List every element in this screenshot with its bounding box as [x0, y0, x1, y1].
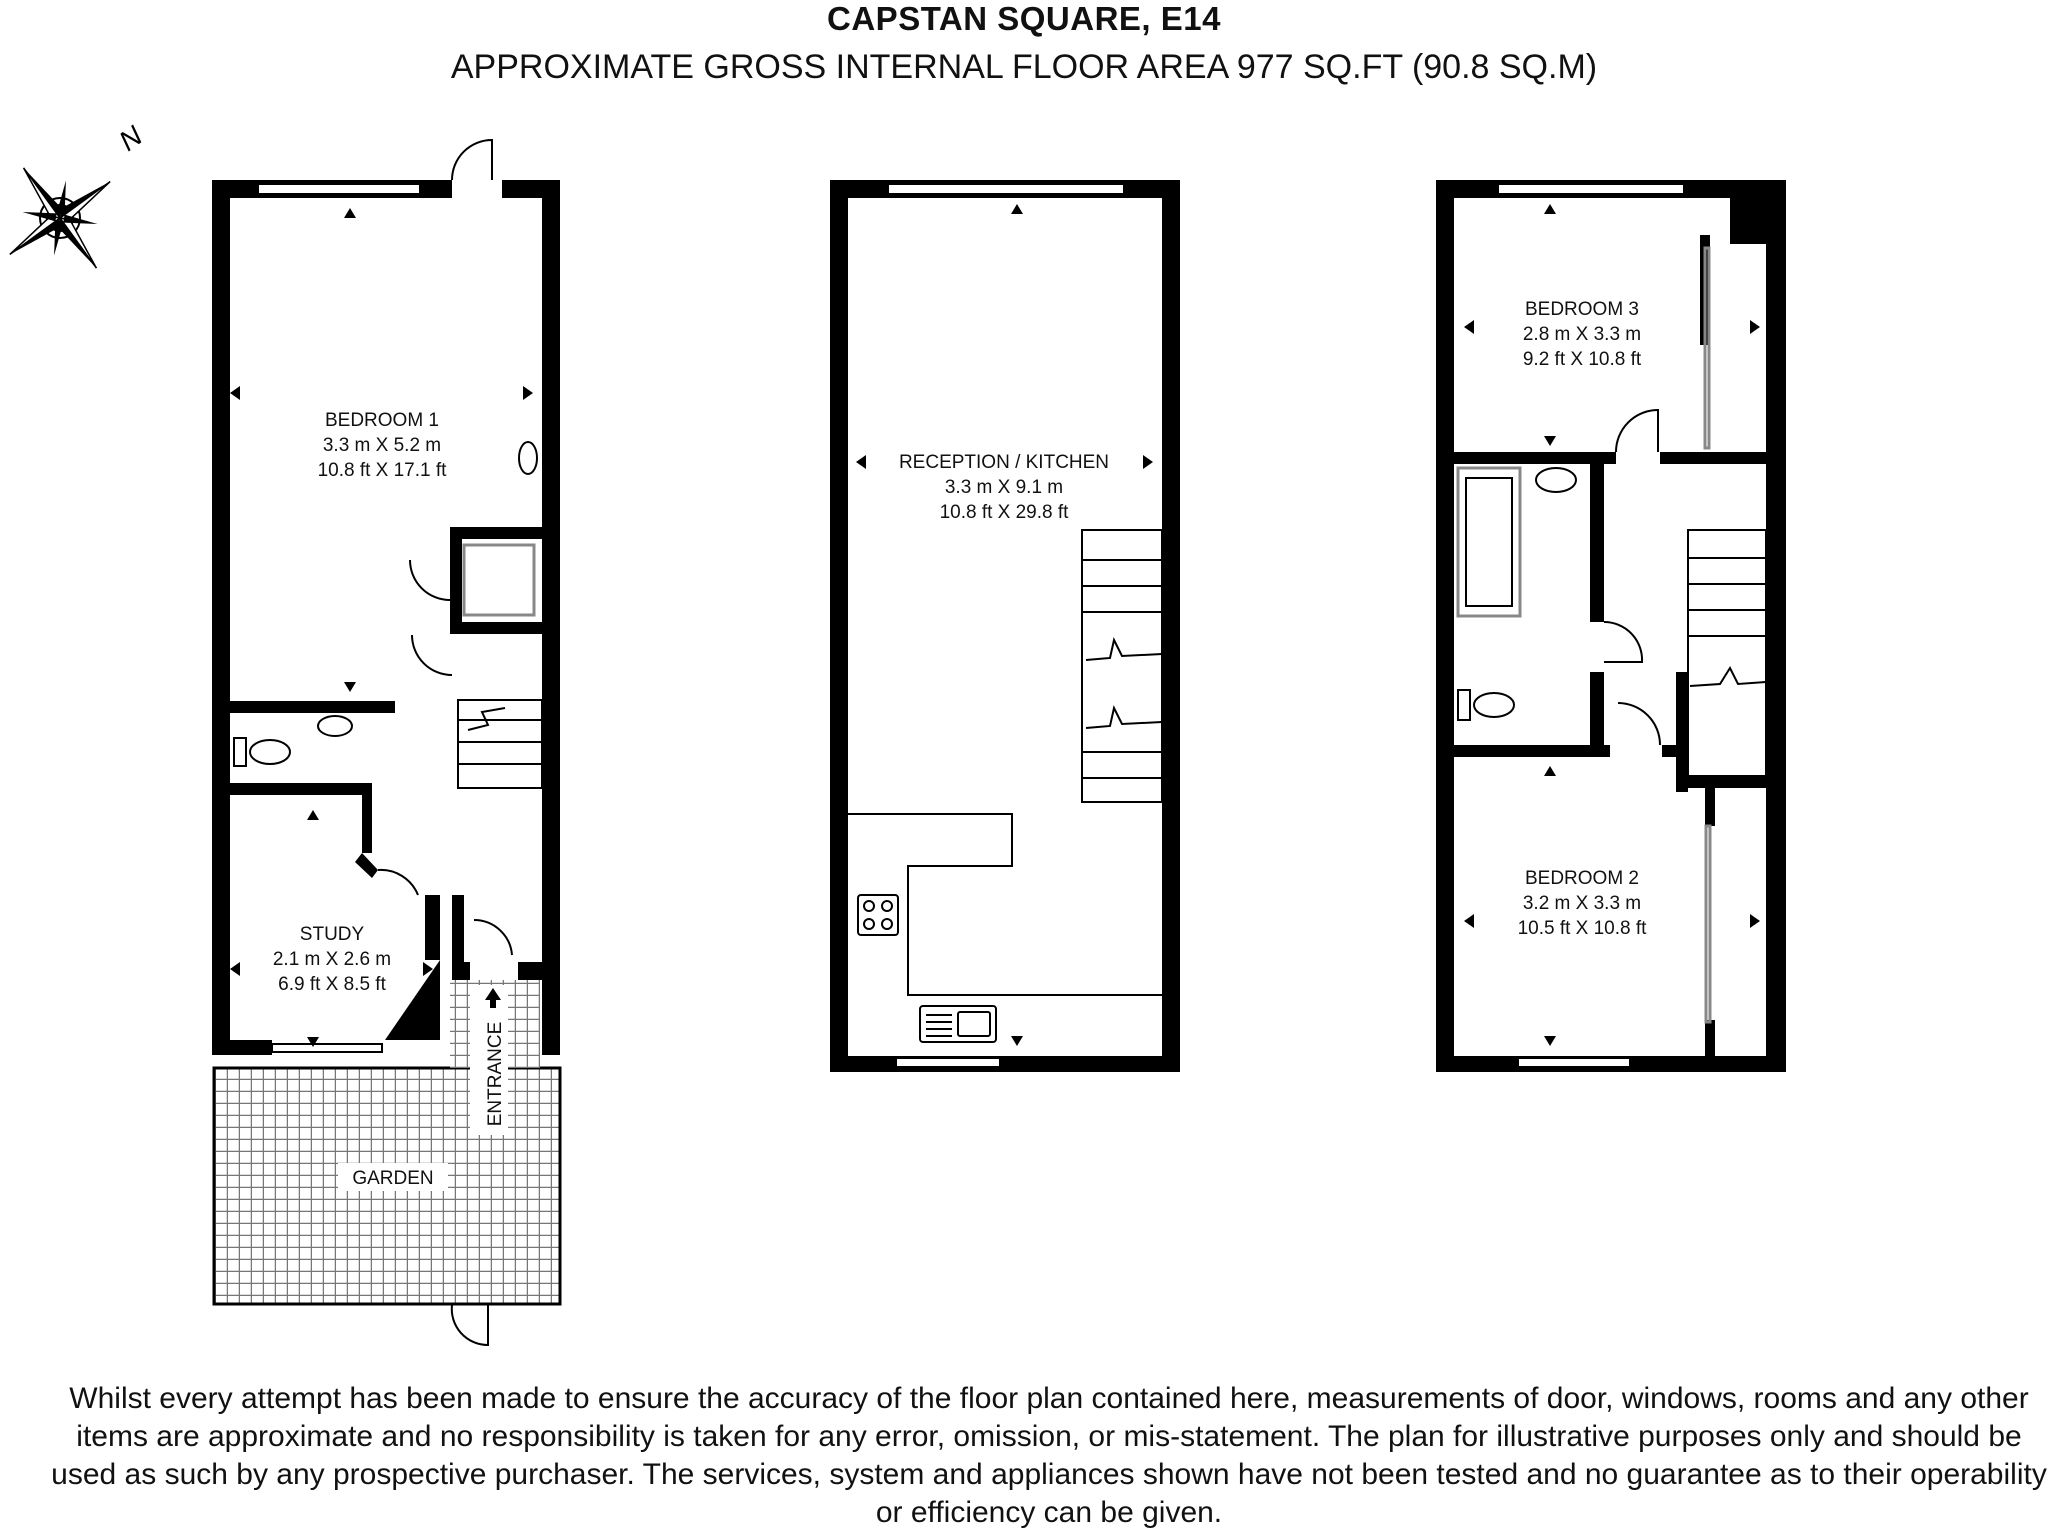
garden-label: GARDEN [352, 1168, 434, 1189]
room-dimensions-imperial: 10.8 ft X 29.8 ft [939, 502, 1069, 523]
room-dimensions-metric: 3.2 m X 3.3 m [1522, 893, 1642, 914]
entrance-label: ENTRANCE [485, 1021, 506, 1127]
room-label: RECEPTION / KITCHEN [898, 452, 1110, 473]
room-dimensions-imperial: 10.8 ft X 17.1 ft [317, 460, 447, 481]
room-label: BEDROOM 3 [1524, 299, 1640, 320]
compass-rose-icon [0, 119, 149, 304]
room-label: BEDROOM 2 [1524, 868, 1640, 889]
floor-area-subtitle: APPROXIMATE GROSS INTERNAL FLOOR AREA 977 SQ.FT (90.8 SQ.M) [450, 48, 1598, 86]
plan-title: CAPSTAN SQUARE, E14 [827, 0, 1221, 37]
room-label: STUDY [299, 924, 365, 945]
room-dimensions-metric: 3.3 m X 9.1 m [944, 477, 1064, 498]
disclaimer-text: Whilst every attempt has been made to ensure the accuracy of the floor plan contained here, measurements of door, windows, rooms and any other items are approximate and no responsibility is taken for any error, omission, or mis-statement. The plan for illustrative purposes only and should be used as such by any prospective purchaser. The services, system and appliances shown have not been tested and no guarantee as to their operability or efficiency can be given. [51, 1382, 2047, 1529]
first-floor-plan [830, 180, 1180, 1072]
room-dimensions-metric: 3.3 m X 5.2 m [322, 435, 442, 456]
room-dimensions-imperial: 10.5 ft X 10.8 ft [1517, 918, 1647, 939]
room-label: BEDROOM 1 [324, 410, 440, 431]
room-dimensions-imperial: 9.2 ft X 10.8 ft [1522, 349, 1642, 370]
room-dimensions-imperial: 6.9 ft X 8.5 ft [278, 974, 386, 995]
north-label: N [113, 119, 148, 157]
room-dimensions-metric: 2.8 m X 3.3 m [1522, 324, 1642, 345]
room-dimensions-metric: 2.1 m X 2.6 m [272, 949, 392, 970]
